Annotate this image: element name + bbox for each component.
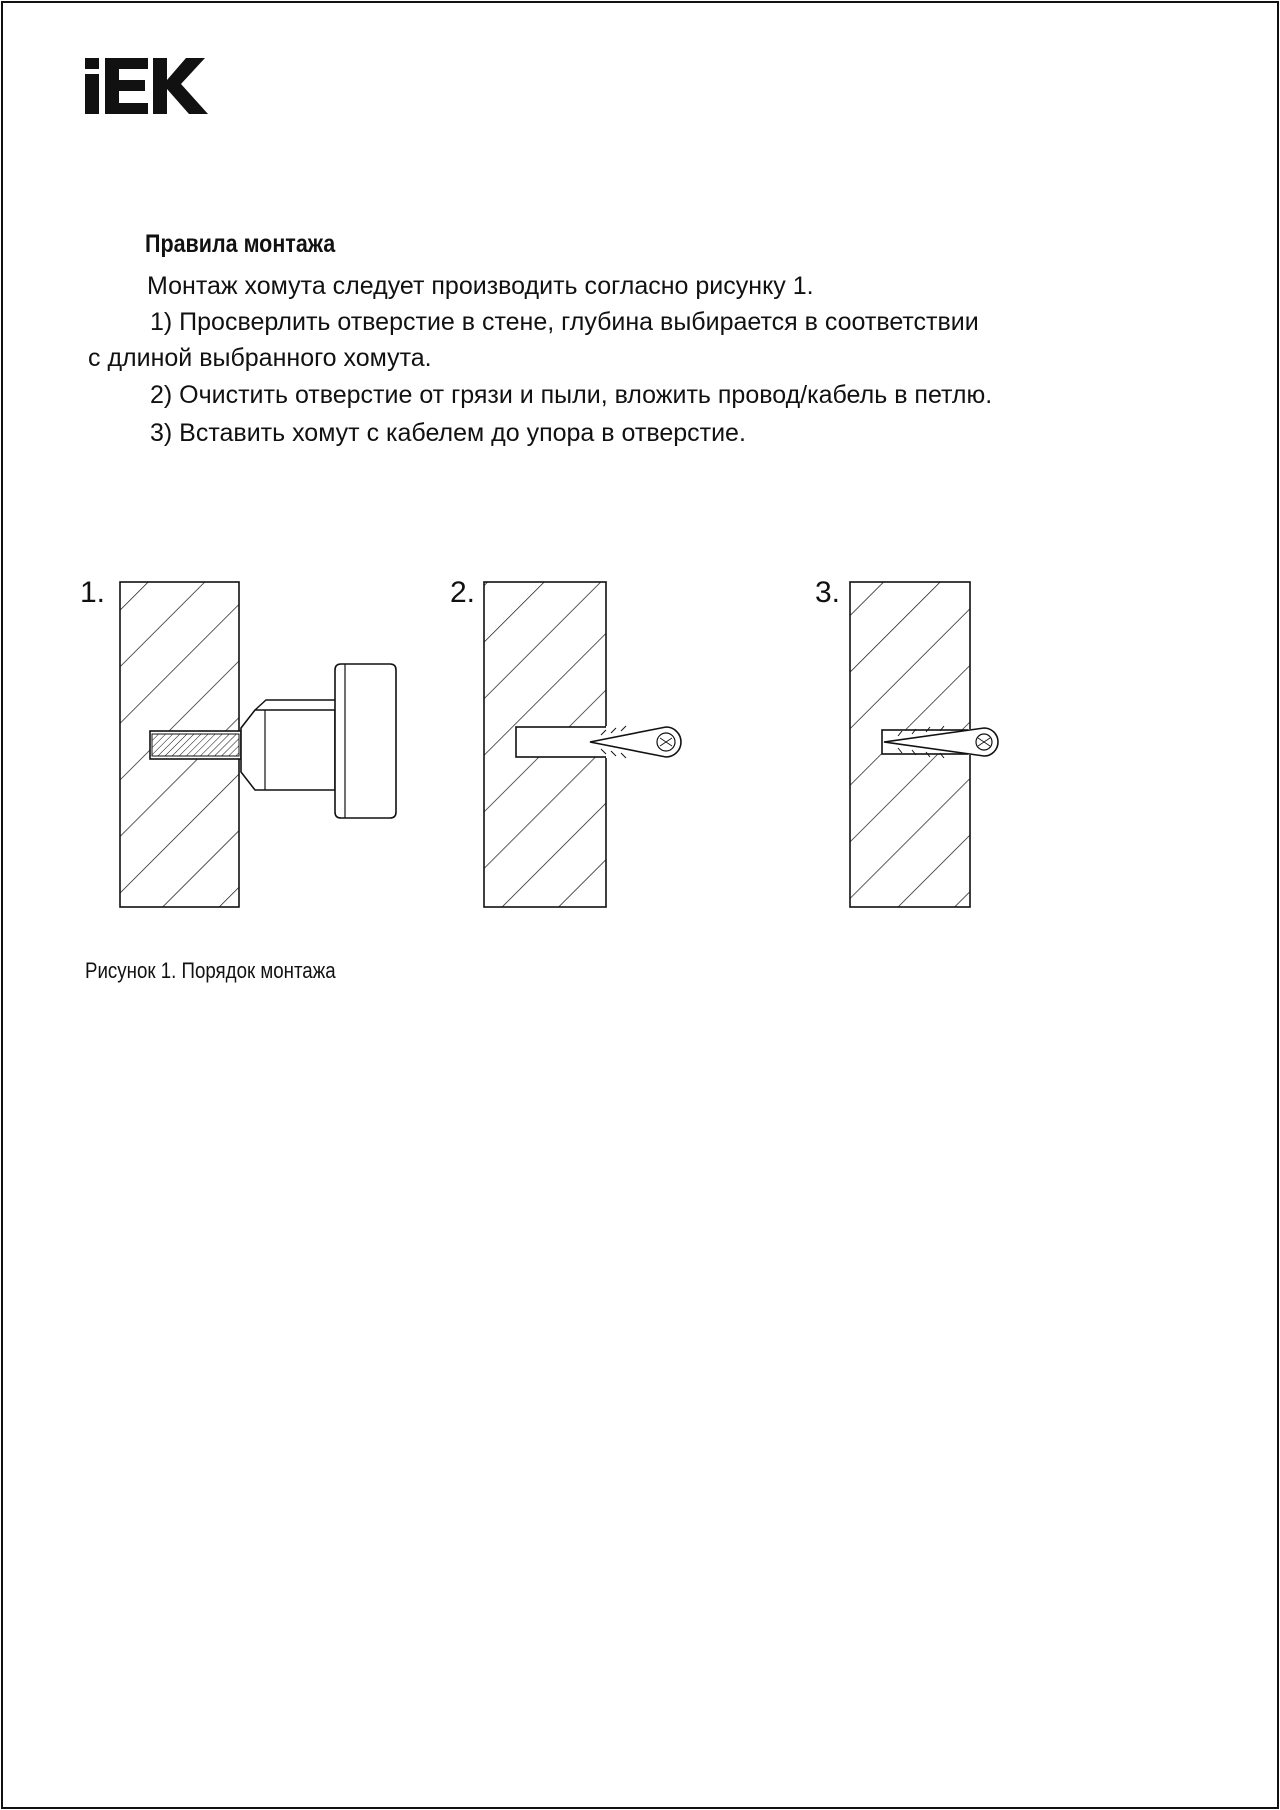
- step-1-label: 1.: [80, 576, 106, 609]
- mounting-diagram: [0, 560, 1280, 940]
- iek-logo: [85, 58, 210, 114]
- drill-chuck: [241, 710, 335, 790]
- step-3-text: 3) Вставить хомут с кабелем до упора в отверстие.: [150, 419, 746, 447]
- step-3-figure: [815, 576, 998, 907]
- drill-bit: [152, 734, 239, 756]
- step-2-text: 2) Очистить отверстие от грязи и пыли, вложить провод/кабель в петлю.: [150, 381, 993, 409]
- intro-text: Монтаж хомута следует производить согласно рисунку 1.: [147, 272, 814, 300]
- drill-body: [335, 664, 396, 818]
- step-1-text-continued: с длиной выбранного хомута.: [88, 344, 432, 372]
- step-3-label: 3.: [815, 576, 841, 609]
- step-2-label: 2.: [450, 576, 476, 609]
- step-1-figure: [80, 576, 396, 907]
- section-heading: Правила монтажа: [145, 230, 336, 258]
- figure-caption: Рисунок 1. Порядок монтажа: [85, 958, 336, 983]
- step-1-text: 1) Просверлить отверстие в стене, глубина выбирается в соответствии: [150, 308, 979, 336]
- step-2-figure: [450, 576, 681, 907]
